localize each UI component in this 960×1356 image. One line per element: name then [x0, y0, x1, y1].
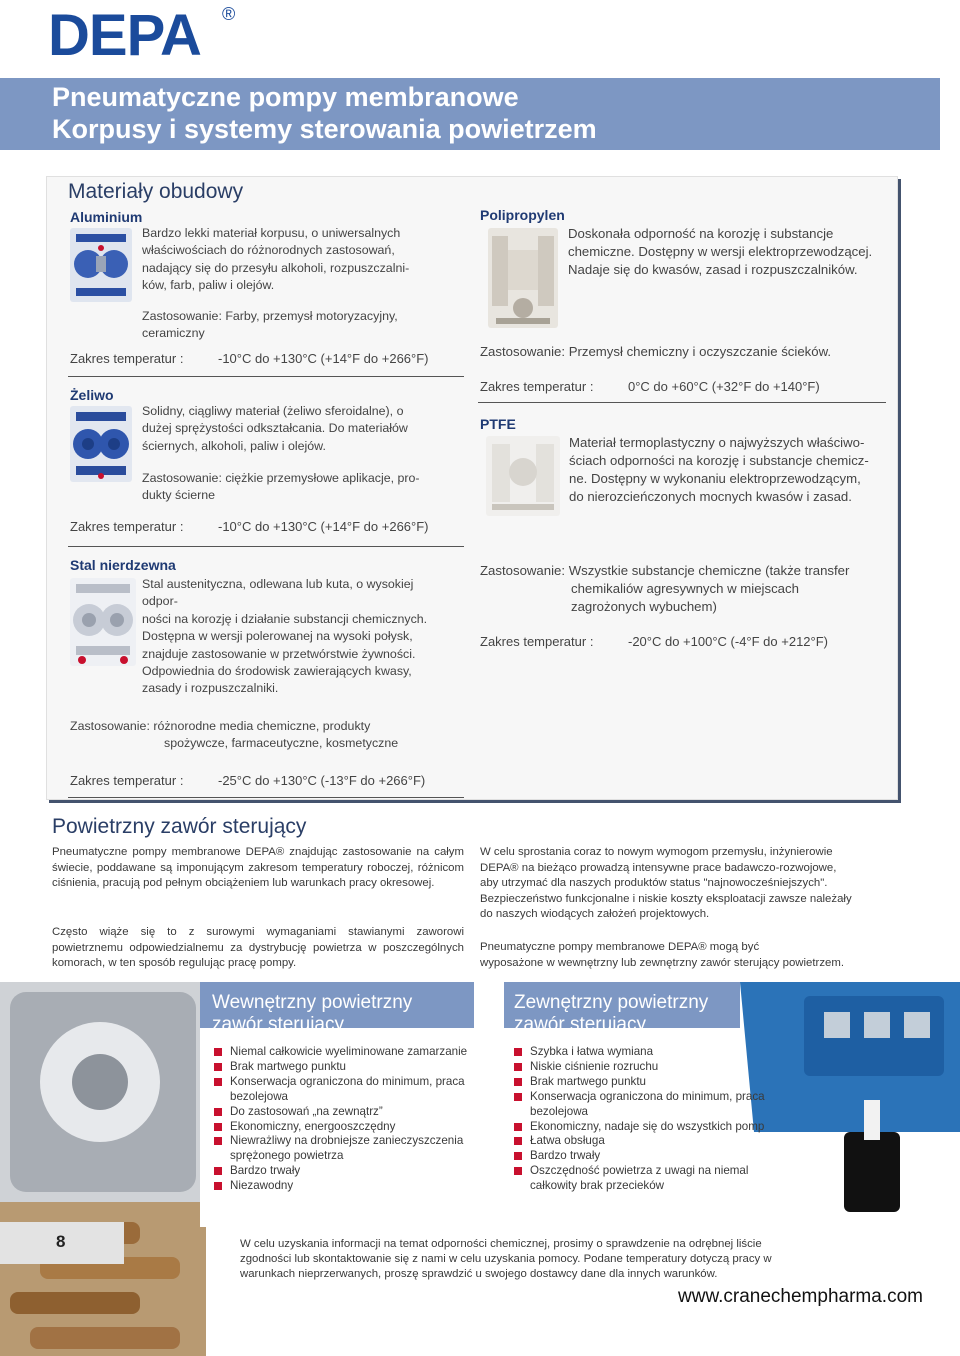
divider	[478, 402, 886, 403]
page-number: 8	[56, 1232, 66, 1251]
stal-temp-value: -25°C do +130°C (-13°F do +266°F)	[218, 773, 426, 788]
materials-heading: Materiały obudowy	[68, 180, 244, 203]
list-item: Łatwa obsługa	[512, 1134, 772, 1149]
footer-note: W celu uzyskania informacji na temat odporności chemicznej, prosimy o sprawdzenie na odrębnej liście zgodności lub skontaktowanie się z nami w celu uzyskania pomocy. Podane temperatury dotyczą pracy w warunkach nieprzerwanych, proszę sprawdzić u swojego dostawcy dane dla innych warunków.	[240, 1238, 772, 1281]
zeliwo-heading: Żeliwo	[70, 387, 114, 403]
list-item: Bardzo trwały	[512, 1149, 772, 1164]
polipropylen-description: Doskonała odporność na korozję i substancje chemiczne. Dostępny w wersji elektroprzewodzącej. Nadaje się do kwasów, zasad i rozpuszczalników.	[568, 226, 873, 277]
valve-left-paragraph-1: Pneumatyczne pompy membranowe DEPA® znajdując zastosowanie na całym świecie, poddawane są imponującym zakresom temperatury roboczej, różnicom ciśnienia, pracują pod pełnym obciążeniem lub warunkach pracy okresowej.	[52, 846, 464, 890]
stal-usage: Zastosowanie: różnorodne media chemiczne, produkty spożywcze, farmaceutyczne, kosmetyczne	[70, 719, 399, 751]
aluminium-heading: Aluminium	[70, 209, 143, 225]
list-item: Szybka i łatwa wymiana	[512, 1045, 772, 1060]
zeliwo-temp-value: -10°C do +130°C (+14°F do +266°F)	[218, 519, 429, 534]
list-item: Niewrażliwy na drobniejsze zanieczyszczenia sprężonego powietrza	[212, 1134, 470, 1164]
stal-pump-image	[68, 576, 138, 668]
list-item: Do zastosowań „na zewnątrz”	[212, 1105, 470, 1120]
external-valve-features	[512, 1045, 772, 1194]
ptfe-temp-value: -20°C do +100°C (-4°F do +212°F)	[628, 634, 829, 649]
list-item: Konserwacja ograniczona do minimum, praca bezolejowa	[512, 1090, 772, 1120]
valve-right-paragraph-1: W celu sprostania coraz to nowym wymogom przemysłu, inżynierowie DEPA® na bieżąco prowadzą intensywne prace badawczo-rozwojowe, aby utrzymać dla naszych produktów status "najnowocześniejszych". Bezpieczeństwo funkcjonalne i niskie koszty eksploatacji zawsze należały do naszych wiodących założeń projektowych.	[480, 846, 852, 921]
list-item: Brak martwego punktu	[512, 1075, 772, 1090]
list-item: Bardzo trwały	[212, 1164, 470, 1179]
valve-right-paragraph-2: Pneumatyczne pompy membranowe DEPA® mogą być wyposażone w wewnętrzny lub zewnętrzny zawór sterujący powietrzem.	[480, 941, 845, 969]
stal-temp-label: Zakres temperatur :	[70, 773, 184, 788]
zeliwo-pump-image	[68, 404, 134, 484]
ptfe-description: Materiał termoplastyczny o najwyższych właściwo- ściach odporności na korozję i substancje chemicz- ne. Dostępny w wykonaniu elektroprzewodzącym, do nierozcieńczonych mocnych kwasów i zasad.	[569, 435, 869, 504]
stal-heading: Stal nierdzewna	[70, 557, 176, 573]
polipropylen-pump-image	[486, 226, 560, 330]
divider	[68, 546, 464, 547]
polipropylen-temp-value: 0°C do +60°C (+32°F do +140°F)	[628, 379, 820, 394]
list-item: Ekonomiczny, energooszczędny	[212, 1120, 470, 1135]
valve-left-paragraph-2: Często wiąże się to z surowymi wymaganiami stawianymi zaworowi powietrznemu odpowiedzialnemu za dystrybucję powietrza w poszczególnych komorach, w ten sposób regulując pracę pompy.	[52, 926, 464, 970]
ptfe-heading: PTFE	[480, 416, 516, 432]
internal-valve-image	[0, 982, 206, 1356]
aluminium-usage: Zastosowanie: Farby, przemysł motoryzacyjny, ceramiczny	[142, 309, 398, 341]
ptfe-pump-image	[484, 434, 562, 518]
divider	[68, 376, 464, 377]
internal-valve-features	[212, 1045, 470, 1194]
ptfe-temp-label: Zakres temperatur :	[480, 634, 594, 649]
aluminium-description: Bardzo lekki materiał korpusu, o uniwersalnych właściwościach do różnorodnych zastosowań, nadający się do przesyłu alkoholi, rozpuszczalni- ków, farb, paliw i olejów.	[142, 226, 410, 293]
registered-mark: ®	[222, 4, 236, 24]
valve-heading: Powietrzny zawór sterujący	[52, 815, 307, 838]
list-item: Oszczędność powietrza z uwagi na niemal całkowity brak przecieków	[512, 1164, 772, 1194]
polipropylen-heading: Polipropylen	[480, 207, 565, 223]
polipropylen-usage: Zastosowanie: Przemysł chemiczny i oczyszczanie ścieków.	[480, 344, 832, 359]
internal-valve-title: Wewnętrzny powietrzny zawór sterujący	[212, 992, 413, 1035]
page-title-line1: Pneumatyczne pompy membranowe	[52, 82, 519, 112]
divider	[68, 797, 464, 798]
polipropylen-temp-label: Zakres temperatur :	[480, 379, 594, 394]
title-banner	[0, 78, 940, 150]
zeliwo-description: Solidny, ciągliwy materiał (żeliwo sferoidalne), o dużej sprężystości odkształcania. Do materiałów ściernych, alkoholi, paliw i olejów.	[142, 404, 408, 453]
depa-logo: DEPA	[48, 3, 201, 68]
list-item: Ekonomiczny, nadaje się do wszystkich pomp	[512, 1120, 772, 1135]
aluminium-temp-label: Zakres temperatur :	[70, 351, 184, 366]
external-valve-title: Zewnętrzny powietrzny zawór sterujący	[514, 992, 709, 1035]
list-item: Brak martwego punktu	[212, 1060, 470, 1075]
zeliwo-usage: Zastosowanie: ciężkie przemysłowe aplikacje, pro- dukty ścierne	[142, 471, 420, 503]
aluminium-temp-value: -10°C do +130°C (+14°F do +266°F)	[218, 351, 429, 366]
aluminium-pump-image	[68, 226, 134, 304]
page-title-line2: Korpusy i systemy sterowania powietrzem	[52, 114, 597, 144]
website-link[interactable]: www.cranechempharma.com	[678, 1286, 923, 1307]
zeliwo-temp-label: Zakres temperatur :	[70, 519, 184, 534]
list-item: Konserwacja ograniczona do minimum, praca bezolejowa	[212, 1075, 470, 1105]
list-item: Niezawodny	[212, 1179, 470, 1194]
stal-description: Stal austenityczna, odlewana lub kuta, o wysokiej odpor- ności na korozję i działanie substancji chemicznych. Dostępna w wersji polerowanej na wysoki połysk, znajduje zastosowanie w przetwórstwie żywności. Odpowiednia do środowisk zawierających kwasy, zasady i rozpuszczalniki.	[142, 577, 428, 696]
list-item: Niemal całkowicie wyeliminowane zamarzanie	[212, 1045, 470, 1060]
list-item: Niskie ciśnienie rozruchu	[512, 1060, 772, 1075]
ptfe-usage: Zastosowanie: Wszystkie substancje chemiczne (także transfer chemikaliów agresywnych w miejscach zagrożonych wybuchem)	[480, 563, 850, 614]
